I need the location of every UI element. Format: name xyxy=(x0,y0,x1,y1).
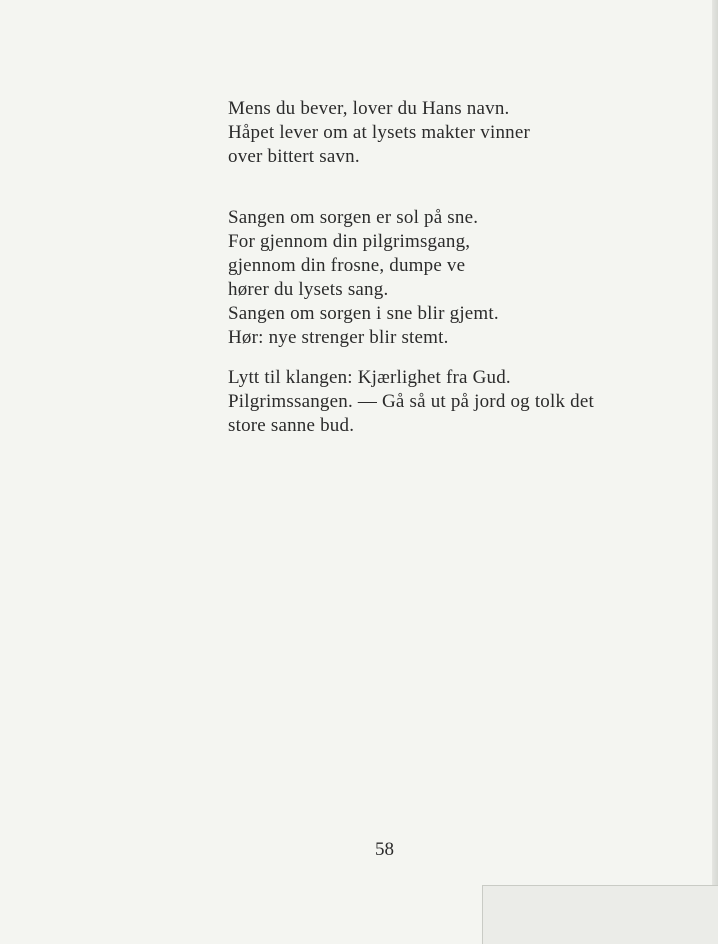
poem-line: Sangen om sorgen i sne blir gjemt. xyxy=(228,303,499,324)
poem-line: gjennom din frosne, dumpe ve xyxy=(228,255,466,276)
stanza-1 xyxy=(228,97,530,169)
stanza-2 xyxy=(228,206,499,350)
page-number: 58 xyxy=(375,839,394,860)
poem-line: hører du lysets sang. xyxy=(228,279,389,300)
poem-line: Hør: nye strenger blir stemt. xyxy=(228,327,449,348)
poem-line: Mens du bever, lover du Hans navn. xyxy=(228,98,510,119)
scan-corner-tab xyxy=(482,885,718,944)
page-edge xyxy=(712,0,718,944)
poem-line: Pilgrimssangen. — Gå så ut på jord og tolk det xyxy=(228,391,594,412)
poem-line: Lytt til klangen: Kjærlighet fra Gud. xyxy=(228,367,511,388)
poem-line: over bittert savn. xyxy=(228,146,360,167)
poem-line: Sangen om sorgen er sol på sne. xyxy=(228,207,479,228)
poem-line: store sanne bud. xyxy=(228,415,355,436)
poem-line: For gjennom din pilgrimsgang, xyxy=(228,231,471,252)
poem-line: Håpet lever om at lysets makter vinner xyxy=(228,122,530,143)
stanza-3 xyxy=(228,366,594,438)
